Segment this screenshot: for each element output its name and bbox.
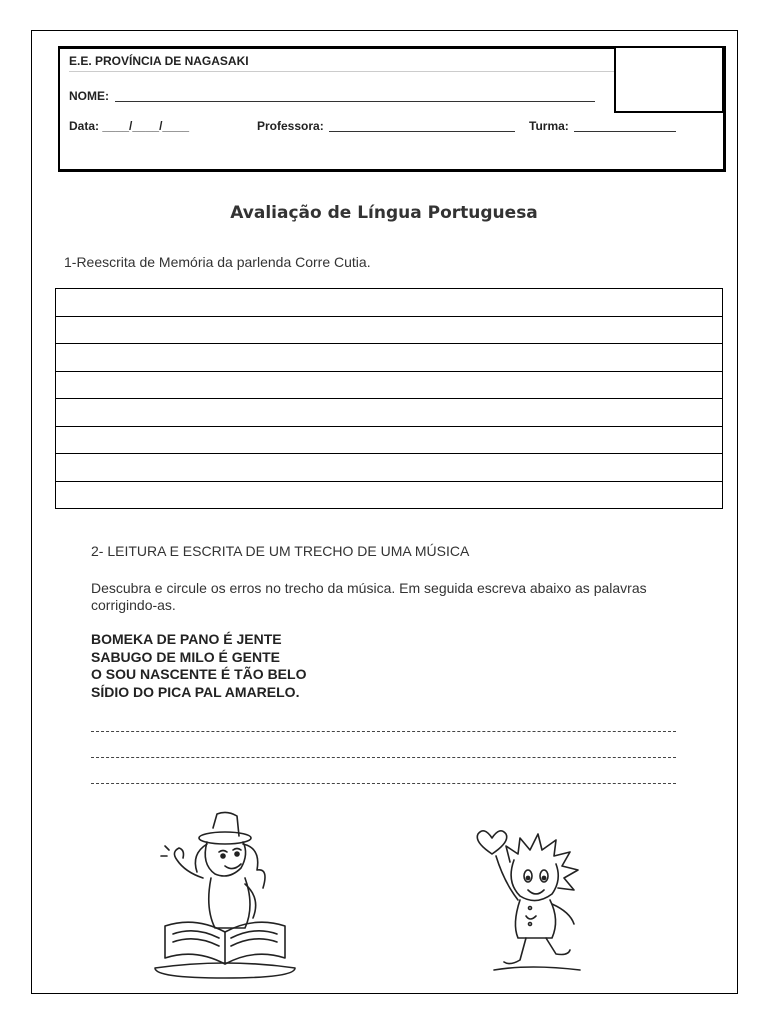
turma-field-line[interactable] [574,131,676,132]
data-label: Data: ____/____/____ [69,119,190,133]
writing-line[interactable] [56,427,722,455]
school-underline [69,71,614,72]
writing-line[interactable] [56,289,722,317]
turma-label: Turma: [529,119,569,133]
answer-line[interactable] [91,757,676,758]
writing-line[interactable] [56,454,722,482]
writing-line[interactable] [56,344,722,372]
nome-field-line[interactable] [115,101,595,102]
answer-line[interactable] [91,731,676,732]
wizard-reading-book-illustration [145,808,305,983]
answer-line[interactable] [91,783,676,784]
song-lyrics [91,631,306,701]
lyric-line: SÍDIO DO PICA PAL AMARELO. [91,683,300,700]
question1-text: 1-Reescrita de Memória da parlenda Corre Cutia. [64,254,371,270]
professora-label: Professora: [257,119,324,133]
writing-line[interactable] [56,399,722,427]
nome-label: NOME: [69,89,109,103]
question2-instruction: Descubra e circule os erros no trecho da música. Em seguida escreva abaixo as palavras corrigindo-as. [91,580,647,613]
question2-heading: 2- LEITURA E ESCRITA DE UM TRECHO DE UMA MÚSICA [91,543,470,559]
child-holding-heart-illustration [470,820,595,980]
professora-field-line[interactable] [329,131,515,132]
page-title: Avaliação de Língua Portuguesa [230,203,538,223]
writing-line[interactable] [56,482,722,509]
writing-line[interactable] [56,317,722,345]
writing-line[interactable] [56,372,722,400]
writing-lines-table[interactable] [55,288,723,509]
worksheet-page [31,30,738,994]
grade-box [614,46,724,113]
lyric-line: SABUGO DE MILO É GENTE [91,648,281,665]
lyric-line: O SOU NASCENTE É TÃO BELO [91,666,307,682]
lyric-line: BOMEKA DE PANO É JENTE [91,631,282,647]
school-name: E.E. PROVÍNCIA DE NAGASAKI [69,54,249,68]
